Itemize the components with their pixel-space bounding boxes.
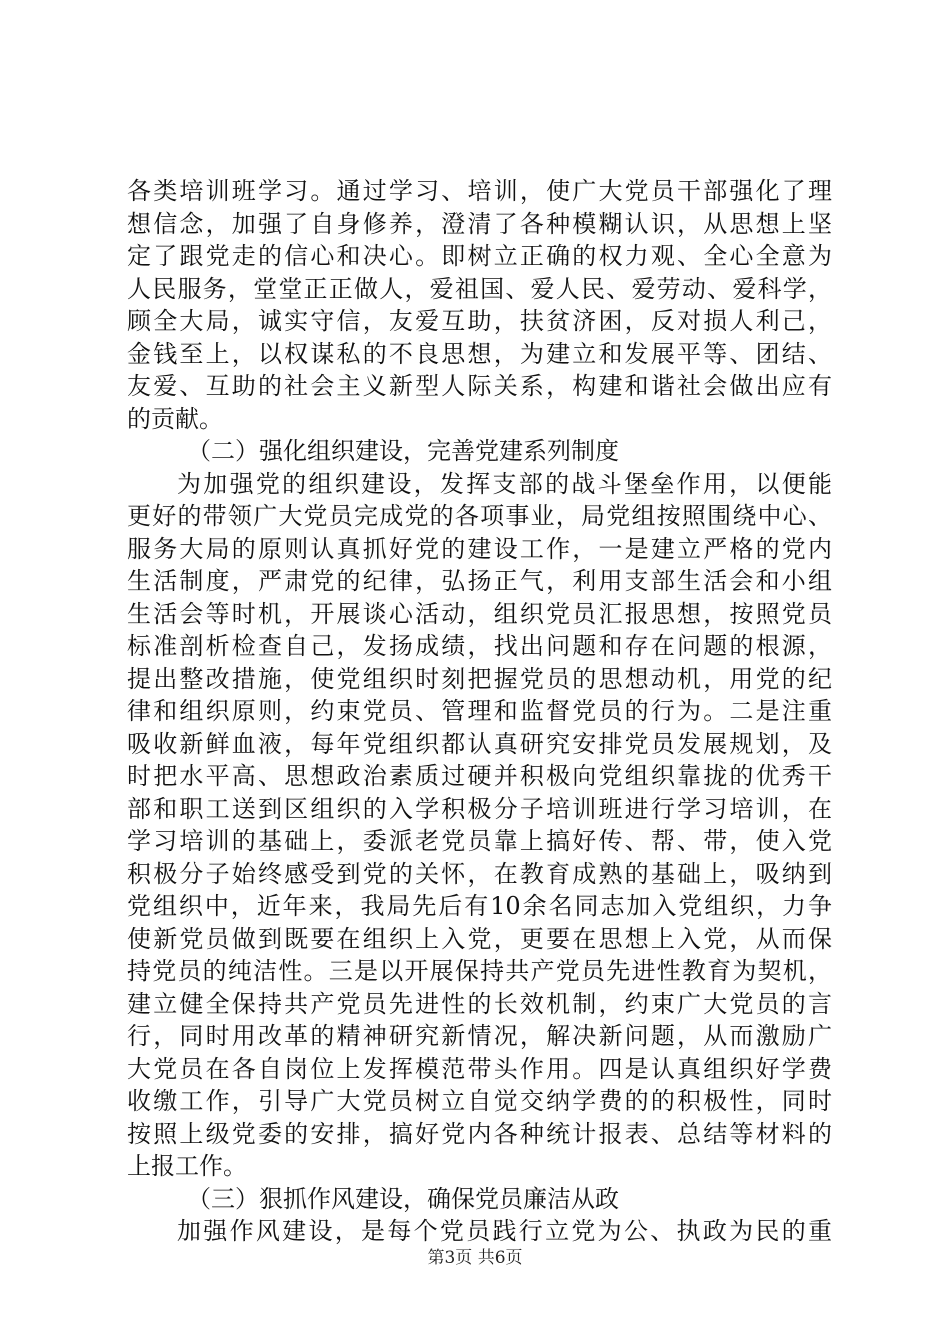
text-line: 人民服务，堂堂正正做人，爱祖国、爱人民、爱劳动、爱科学， — [127, 274, 832, 303]
text-line: 生活制度，严肃党的纪律，弘扬正气，利用支部生活会和小组 — [127, 567, 832, 595]
text-line: 服务大局的原则认真抓好党的建设工作，一是建立严格的党内 — [127, 534, 832, 563]
section-heading: （二）强化组织建设，完善党建系列制度 — [187, 437, 619, 465]
text-line: 的贡献。 — [127, 404, 223, 433]
text-line: 按照上级党委的安排，搞好党内各种统计报表、总结等材料的 — [127, 1119, 832, 1148]
text-line: 上报工作。 — [127, 1152, 247, 1180]
text-line: 使新党员做到既要在组织上入党，更要在思想上入党，从而保 — [127, 924, 832, 953]
section-heading: （三）狠抓作风建设，确保党员廉洁从政 — [187, 1184, 619, 1213]
text-line: 顾全大局，诚实守信，友爱互助，扶贫济困，反对损人利己， — [127, 307, 832, 335]
text-line: 更好的带领广大党员完成党的各项事业，局党组按照围绕中心、 — [127, 502, 832, 530]
text-line: 持党员的纯洁性。三是以开展保持共产党员先进性教育为契机， — [127, 957, 832, 985]
text-line: 收缴工作，引导广大党员树立自觉交纳学费的的积极性，同时 — [127, 1087, 832, 1115]
text-line: 行，同时用改革的精神研究新情况，解决新问题，从而激励广 — [127, 1022, 832, 1050]
text-line: 友爱、互助的社会主义新型人际关系，构建和谐社会做出应有 — [127, 372, 832, 400]
page-footer: 第3页 共6页 — [427, 1248, 523, 1268]
text-line: 各类培训班学习。通过学习、培训，使广大党员干部强化了理 — [127, 177, 832, 205]
text-line: 提出整改措施，使党组织时刻把握党员的思想动机，用党的纪 — [127, 664, 832, 693]
text-line: 吸收新鲜血液，每年党组织都认真研究安排党员发展规划，及 — [127, 729, 832, 758]
text-line: 党组织中，近年来，我局先后有10余名同志加入党组织，力争 — [127, 892, 832, 920]
text-line: 学习培训的基础上，委派老党员靠上搞好传、帮、带，使入党 — [127, 827, 832, 855]
text-line: 时把水平高、思想政治素质过硬并积极向党组织靠拢的优秀干 — [127, 762, 832, 790]
text-line: 加强作风建设，是每个党员践行立党为公、执政为民的重 — [177, 1217, 832, 1245]
text-line: 律和组织原则，约束党员、管理和监督党员的行为。二是注重 — [127, 697, 832, 725]
text-line: 建立健全保持共产党员先进性的长效机制，约束广大党员的言 — [127, 989, 832, 1018]
text-line: 定了跟党走的信心和决心。即树立正确的权力观、全心全意为 — [127, 242, 832, 270]
text-line: 为加强党的组织建设，发挥支部的战斗堡垒作用，以便能 — [177, 469, 832, 498]
text-line: 标准剖析检查自己，发扬成绩，找出问题和存在问题的根源， — [127, 632, 832, 660]
text-line: 大党员在各自岗位上发挥模范带头作用。四是认真组织好学费 — [127, 1054, 832, 1083]
text-line: 想信念，加强了自身修养，澄清了各种模糊认识，从思想上坚 — [127, 209, 832, 238]
text-line: 部和职工送到区组织的入学积极分子培训班进行学习培训，在 — [127, 794, 832, 823]
text-line: 金钱至上，以权谋私的不良思想，为建立和发展平等、团结、 — [127, 339, 832, 368]
document-body — [127, 175, 832, 1248]
text-line: 积极分子始终感受到党的关怀，在教育成熟的基础上，吸纳到 — [127, 859, 832, 888]
text-line: 生活会等时机，开展谈心活动，组织党员汇报思想，按照党员 — [127, 599, 832, 628]
